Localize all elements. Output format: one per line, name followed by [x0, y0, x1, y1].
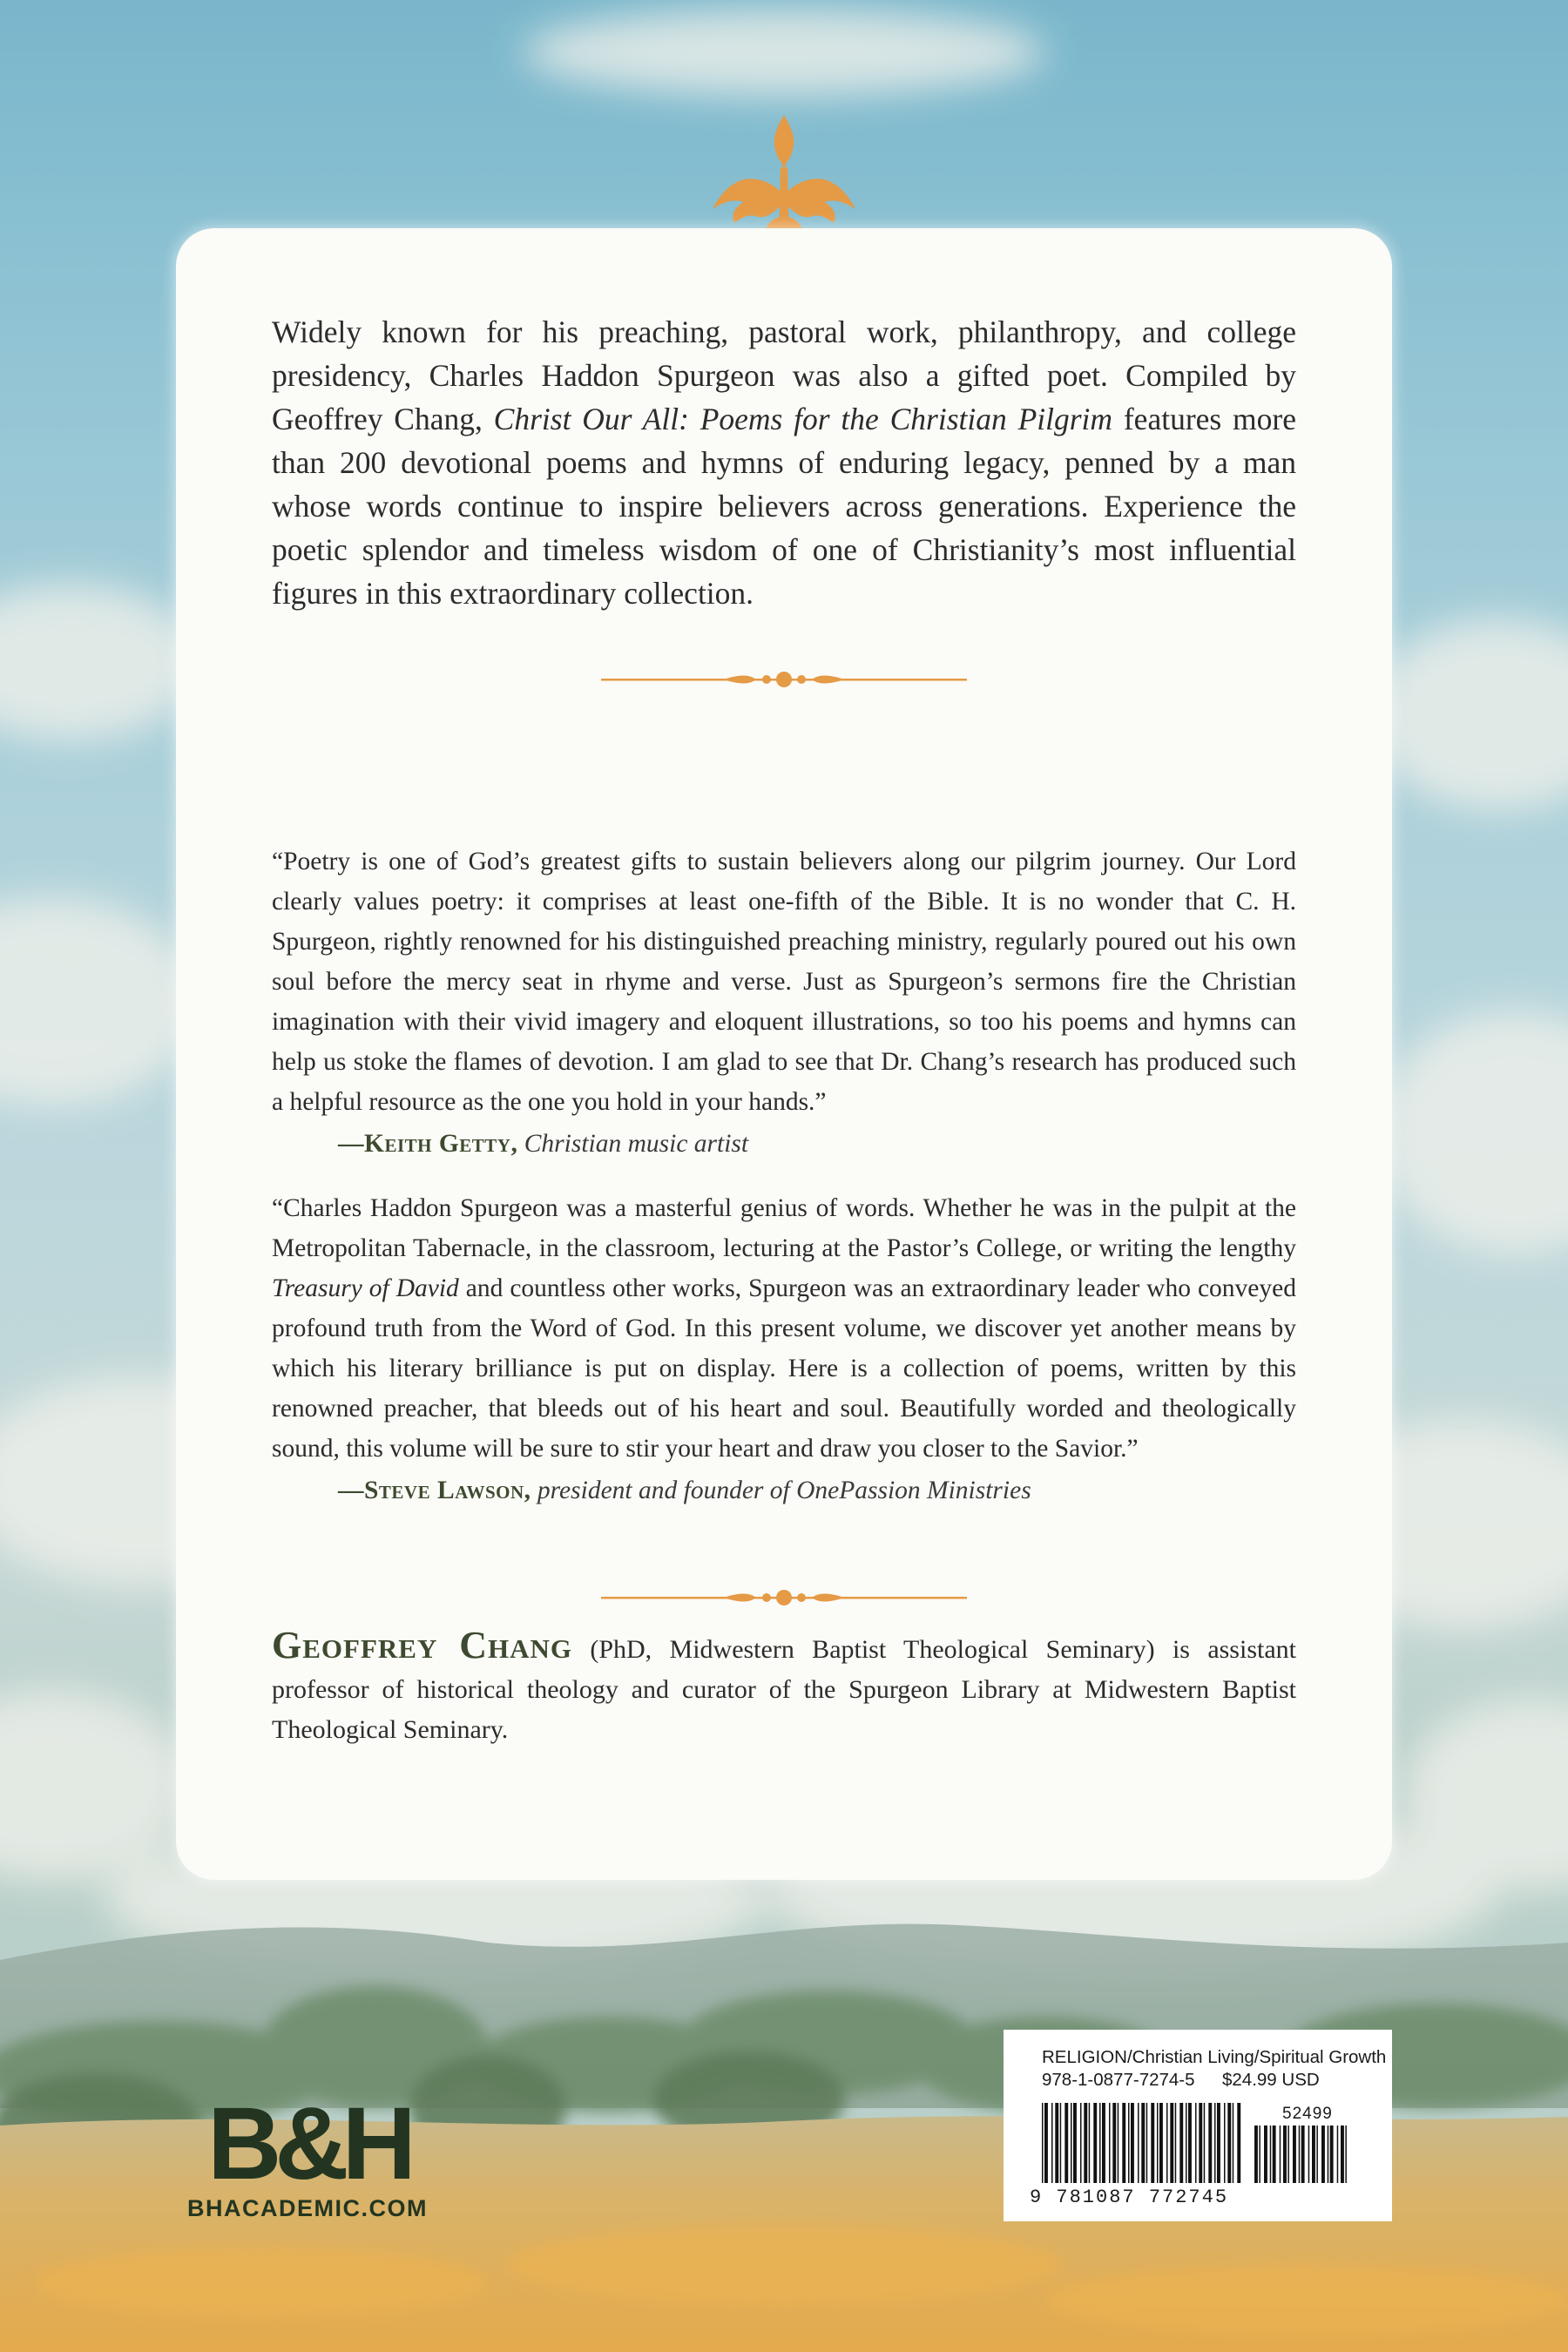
barcode-bar — [1109, 2103, 1111, 2183]
barcode-bar — [1280, 2126, 1281, 2183]
barcode-bar — [1118, 2103, 1119, 2183]
barcode-bar — [1227, 2103, 1231, 2183]
barcode-bar — [1112, 2103, 1116, 2183]
barcode-bar — [1071, 2103, 1072, 2183]
barcode-bar — [1151, 2103, 1154, 2183]
barcode-bar — [1237, 2103, 1240, 2183]
barcode-bar — [1195, 2103, 1197, 2183]
author-bio — [272, 1625, 1296, 1750]
barcode-bar — [1308, 2126, 1310, 2183]
barcode-bar — [1122, 2103, 1125, 2183]
barcode-bar — [1157, 2103, 1159, 2183]
barcode-bar — [1102, 2103, 1105, 2183]
barcode-bar — [1208, 2103, 1212, 2183]
barcode-bar — [1170, 2103, 1173, 2183]
barcode-bar — [1089, 2103, 1091, 2183]
barcode-bar — [1080, 2103, 1082, 2183]
barcode-bar — [1288, 2126, 1289, 2183]
barcode-bar — [1128, 2103, 1130, 2183]
barcode-bar — [1146, 2103, 1148, 2183]
endorser-name: —Keith Getty, — [338, 1130, 518, 1158]
barcode-bar — [1337, 2126, 1339, 2183]
barcode-bar — [1099, 2103, 1101, 2183]
quote-text-end: and countless other works, Spurgeon was an extraordinary leader who conveyed profound truth from the Word of God. In this present volume, we discover yet another means by which his literary brilliance is put on display. Here is a collection of poems, written by this renowned preacher, that bleeds out of his heart and soul. Beautifully worded and theologically sound, this volume will be sure to stir your heart and draw you closer to the Savior.” — [272, 1274, 1296, 1463]
isbn-number: 978-1-0877-7274-5 — [1042, 2070, 1195, 2090]
barcode-bar — [1131, 2103, 1134, 2183]
barcode-bar — [1330, 2126, 1334, 2183]
barcode-bar — [1254, 2126, 1258, 2183]
barcode-bar — [1328, 2126, 1329, 2183]
quote-text-start: “Charles Haddon Spurgeon was a masterful genius of words. Whether he was in the pulpit at the Metropolitan Tabernacle, in the classroom, lecturing at the Pastor’s College, or writing the lengthy — [272, 1194, 1296, 1262]
barcode-bar — [1055, 2103, 1058, 2183]
barcode-bar — [1186, 2103, 1187, 2183]
barcode-bar — [1044, 2103, 1048, 2183]
scroll-divider-icon — [601, 669, 967, 690]
endorser-name: —Steve Lawson, — [338, 1477, 531, 1504]
barcode-bar — [1264, 2126, 1267, 2183]
author-bio-text: (PhD, Midwestern Baptist Theological Seminary) is assistant professor of historical theology and curator of the Spurgeon Library at Midwestern Baptist Theological Seminary. — [272, 1635, 1296, 1744]
barcode-bar — [1175, 2103, 1177, 2183]
barcode-bar — [1283, 2126, 1287, 2183]
svg-text:B&H: B&H — [207, 2086, 409, 2201]
endorser-role: Christian music artist — [524, 1130, 749, 1158]
barcode-bar — [1141, 2103, 1145, 2183]
barcode-bar — [1321, 2126, 1325, 2183]
barcode-bar — [1199, 2103, 1202, 2183]
publisher-logo — [207, 2086, 409, 2201]
barcode-bar — [1093, 2103, 1097, 2183]
barcode-digits: 9 781087 772745 — [1030, 2186, 1229, 2208]
barcode-bar — [1138, 2103, 1139, 2183]
barcode-bar — [1188, 2103, 1192, 2183]
publisher-website[interactable]: BHACADEMIC.COM — [187, 2195, 428, 2221]
barcode-bar — [1273, 2126, 1276, 2183]
barcode-bar — [1159, 2103, 1163, 2183]
panel-content — [272, 310, 1296, 1750]
endorsement-quote — [272, 1188, 1296, 1469]
endorsement-attribution — [338, 1124, 1296, 1164]
book-title: Christ Our All: Poems for the Christian Pilgrim — [493, 402, 1113, 436]
barcode-bar — [1179, 2103, 1183, 2183]
endorsement-quote: “Poetry is one of God’s greatest gifts to sustain believers along our pilgrim journey. Our Lord clearly values poetry: it comprises at least one-fifth of the Bible. It is no wonder that C. H. Spurgeon, rightly renowned for his distinguished preaching ministry, regularly poured out his own soul before the mercy seat in rhyme and verse. Just as Spurgeon’s sermons fire the Christian imagination with their vivid imagery and eloquent illustrations, so too his poems and hymns can help us stoke the flames of devotion. I am glad to see that Dr. Chang’s research has produced such a helpful resource as the one you hold in your hands.” — [272, 848, 1296, 1116]
bisac-category: RELIGION/Christian Living/Spiritual Growth — [1042, 2047, 1387, 2067]
barcode-bar — [1051, 2103, 1053, 2183]
quoted-work-title: Treasury of David — [272, 1274, 459, 1302]
barcode-bar — [1270, 2126, 1272, 2183]
barcode-bar — [1259, 2126, 1260, 2183]
barcode-bar — [1293, 2126, 1296, 2183]
description-text-start: Widely known for his preaching, pastoral work, philanthropy, and college presidency, Charles Haddon Spurgeon was also a gifted poet. Compiled by Geoffrey Chang, — [272, 314, 1296, 436]
barcode-bar — [1166, 2103, 1168, 2183]
barcode-bar — [1214, 2103, 1216, 2183]
barcode-bar — [1301, 2126, 1305, 2183]
barcode-bar — [1217, 2103, 1220, 2183]
barcode-bar — [1299, 2126, 1301, 2183]
barcode-bar — [1204, 2103, 1206, 2183]
price: $24.99 USD — [1222, 2070, 1320, 2090]
barcode-bar — [1224, 2103, 1226, 2183]
price-addon-code: 52499 — [1282, 2105, 1333, 2123]
barcode-bar — [1312, 2126, 1315, 2183]
description-text-end: features more than 200 devotional poems and hymns of enduring legacy, penned by a man whose words continue to inspire believers across generations. Experience the poetic splendor and timeless wisdom of one of Christianity’s most influential figures in this extraordinary collection. — [272, 402, 1296, 611]
barcode-bar — [1042, 2103, 1044, 2183]
barcode-bar — [1345, 2126, 1347, 2183]
endorser-role: president and founder of OnePassion Ministries — [537, 1477, 1031, 1504]
barcode-bar — [1084, 2103, 1087, 2183]
barcode-bar — [1233, 2103, 1234, 2183]
author-name: Geoffrey Chang — [272, 1624, 572, 1666]
scroll-divider-icon — [601, 1587, 967, 1608]
endorsement-attribution — [338, 1470, 1296, 1511]
barcode-panel — [1004, 2030, 1392, 2221]
barcode-bar — [1316, 2126, 1318, 2183]
barcode-bar — [1064, 2103, 1068, 2183]
barcode-bar — [1341, 2126, 1344, 2183]
barcode-bar — [1060, 2103, 1062, 2183]
book-description — [272, 310, 1296, 615]
barcode-bar — [1073, 2103, 1077, 2183]
